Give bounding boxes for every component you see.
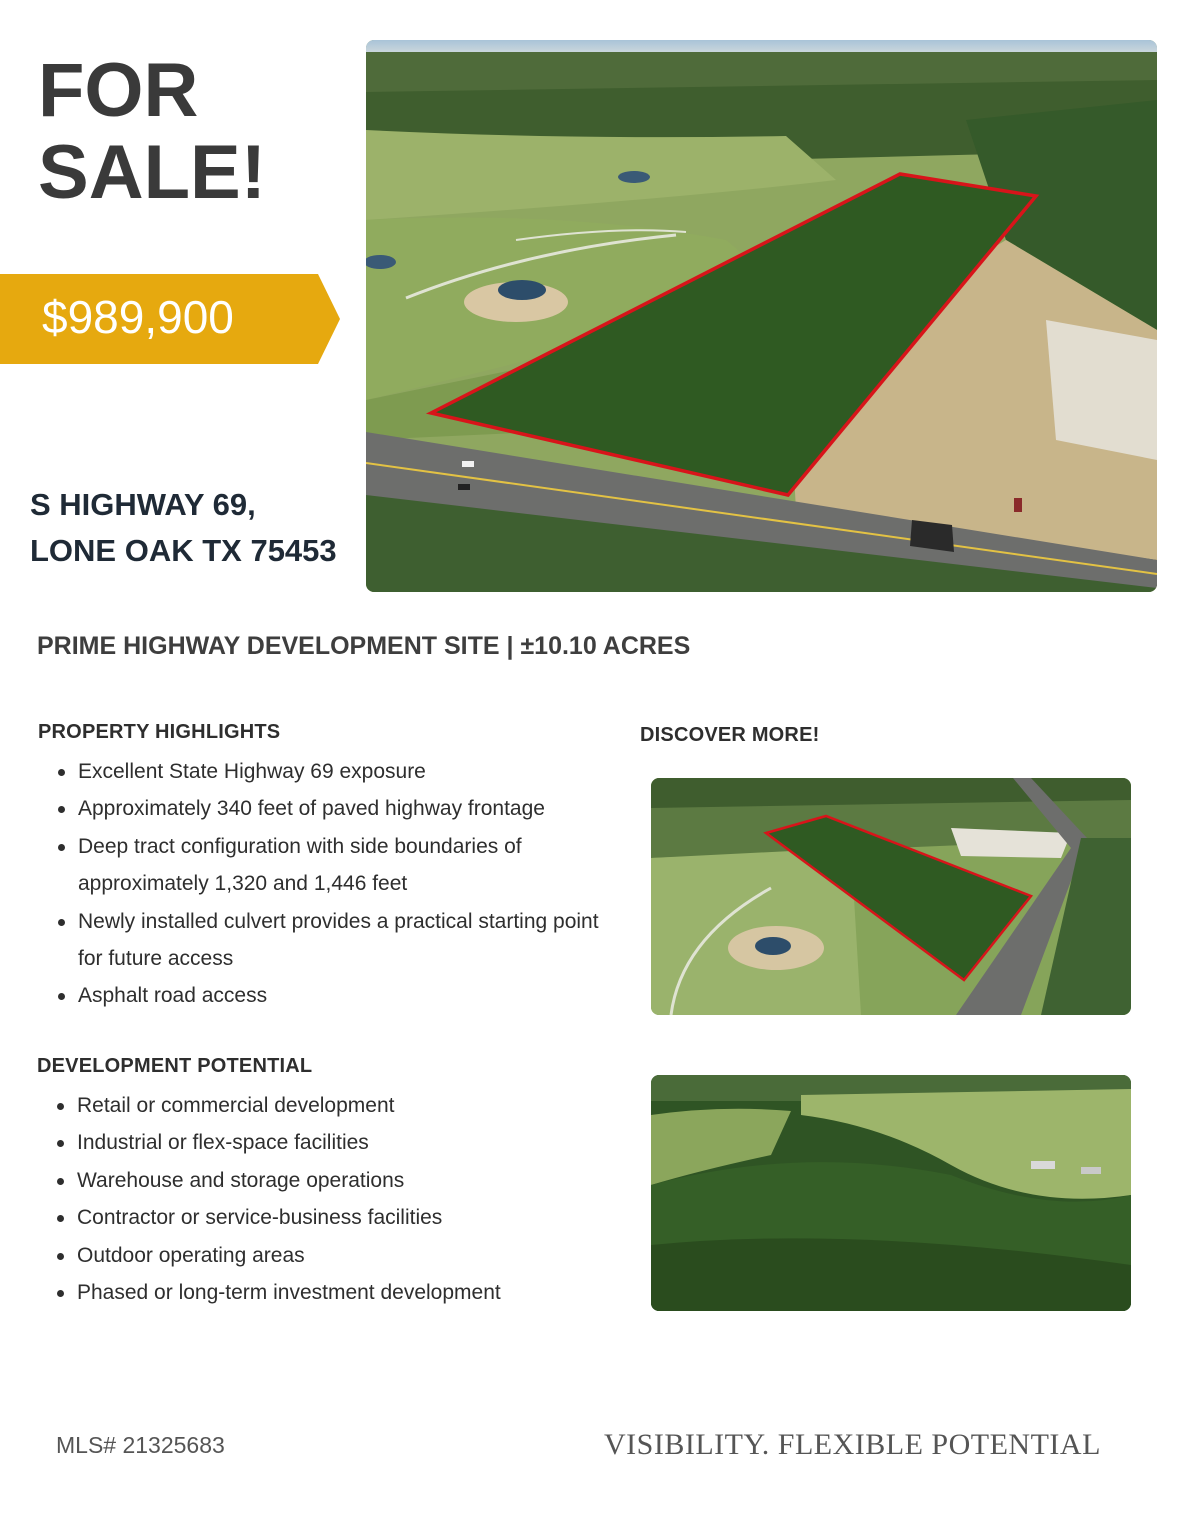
for-sale-line2: SALE! [38, 130, 266, 215]
address-line2: LONE OAK TX 75453 [30, 533, 337, 568]
for-sale-line1: FOR [38, 48, 199, 133]
aerial-photo-tree-canopy [651, 1075, 1131, 1311]
development-potential-heading: DEVELOPMENT POTENTIAL [37, 1055, 313, 1077]
aerial-photo-highway-view [651, 778, 1131, 1015]
list-item: Deep tract configuration with side boundaries of approximately 1,320 and 1,446 feet [58, 828, 618, 903]
property-highlights-list [58, 753, 618, 1015]
hero-aerial-photo [366, 40, 1157, 592]
development-potential-list [57, 1087, 617, 1311]
list-item: Outdoor operating areas [57, 1237, 617, 1274]
price-banner [0, 274, 340, 364]
listing-subtitle: PRIME HIGHWAY DEVELOPMENT SITE | ±10.10 ACRES [37, 632, 691, 660]
list-item: Contractor or service-business facilities [57, 1199, 617, 1236]
tagline: VISIBILITY. FLEXIBLE POTENTIAL [604, 1428, 1101, 1461]
list-item: Retail or commercial development [57, 1087, 617, 1124]
list-item: Newly installed culvert provides a practical starting point for future access [58, 903, 618, 978]
list-item: Phased or long-term investment development [57, 1274, 617, 1311]
list-item: Approximately 340 feet of paved highway frontage [58, 790, 618, 827]
price-value: $989,900 [42, 291, 234, 343]
property-address [30, 482, 337, 574]
discover-more-heading: DISCOVER MORE! [640, 724, 820, 746]
for-sale-heading [38, 50, 266, 214]
mls-number: MLS# 21325683 [56, 1432, 225, 1458]
list-item: Warehouse and storage operations [57, 1162, 617, 1199]
address-line1: S HIGHWAY 69, [30, 487, 256, 522]
list-item: Excellent State Highway 69 exposure [58, 753, 618, 790]
list-item: Asphalt road access [58, 977, 618, 1014]
property-highlights-heading: PROPERTY HIGHLIGHTS [38, 721, 281, 743]
list-item: Industrial or flex-space facilities [57, 1124, 617, 1161]
